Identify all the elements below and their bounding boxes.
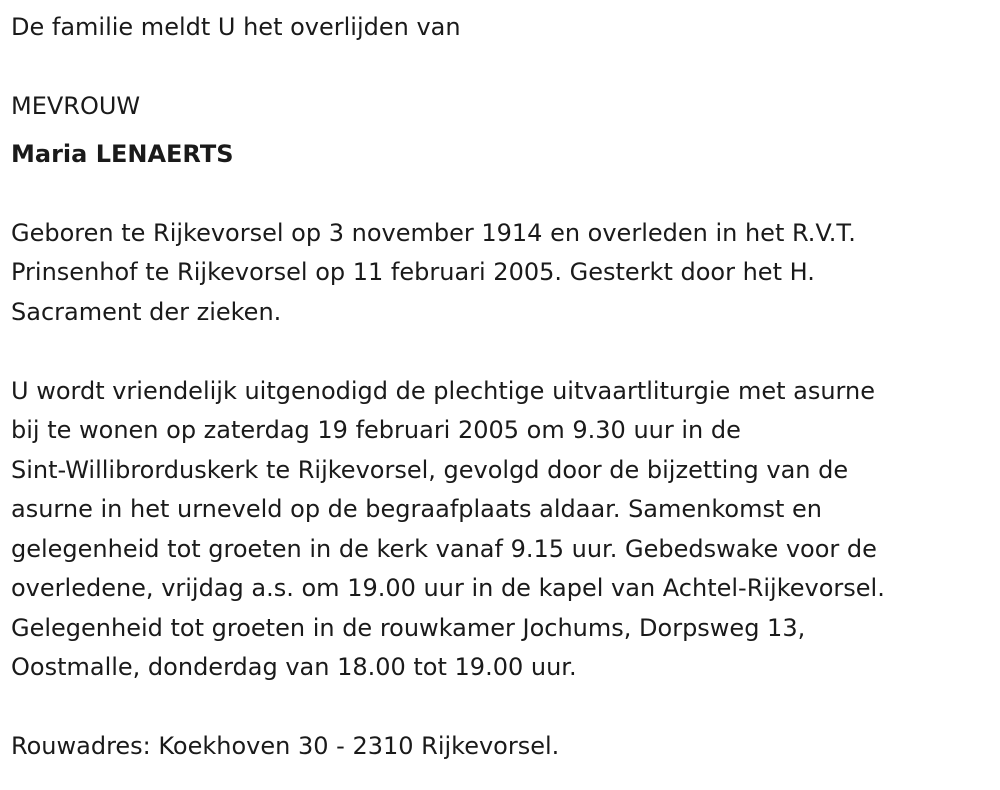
spacer [11,48,986,88]
spacer [11,332,986,372]
paragraph-line: overledene, vrijdag a.s. om 19.00 uur in de kapel van Achtel-Rijkevorsel. [11,574,885,602]
ceremony-paragraph [11,372,986,688]
paragraph-line: Prinsenhof te Rijkevorsel op 11 februari 2005. Gesterkt door het H. [11,258,815,286]
deceased-name: Maria LENAERTS [11,139,234,168]
spacer [11,174,986,214]
intro-text: De familie meldt U het overlijden van [11,13,461,41]
paragraph-line: bij te wonen op zaterdag 19 februari 2005 om 9.30 uur in de [11,416,741,444]
paragraph-line: Sint-Willibrorduskerk te Rijkevorsel, gevolgd door de bijzetting van de [11,455,849,484]
paragraph-line: Oostmalle, donderdag van 18.00 tot 19.00 uur. [11,653,577,681]
spacer [11,688,986,728]
paragraph-line: Sacrament der zieken. [11,297,282,326]
paragraph-line: gelegenheid tot groeten in de kerk vanaf 9.15 uur. Gebedswake voor de [11,534,877,563]
mourning-address: Rouwadres: Koekhoven 30 - 2310 Rijkevorsel. [11,732,560,760]
paragraph-line: Geboren te Rijkevorsel op 3 november 1914 en overleden in het R.V.T. [11,218,856,247]
death-notice [11,8,986,767]
paragraph-line: asurne in het urneveld op de begraafplaats aldaar. Samenkomst en [11,495,822,523]
birth-paragraph [11,214,986,333]
honorific-text: MEVROUW [11,92,141,120]
paragraph-line: Gelegenheid tot groeten in de rouwkamer Jochums, Dorpsweg 13, [11,613,806,642]
paragraph-line: U wordt vriendelijk uitgenodigd de plechtige uitvaartliturgie met asurne [11,376,875,405]
